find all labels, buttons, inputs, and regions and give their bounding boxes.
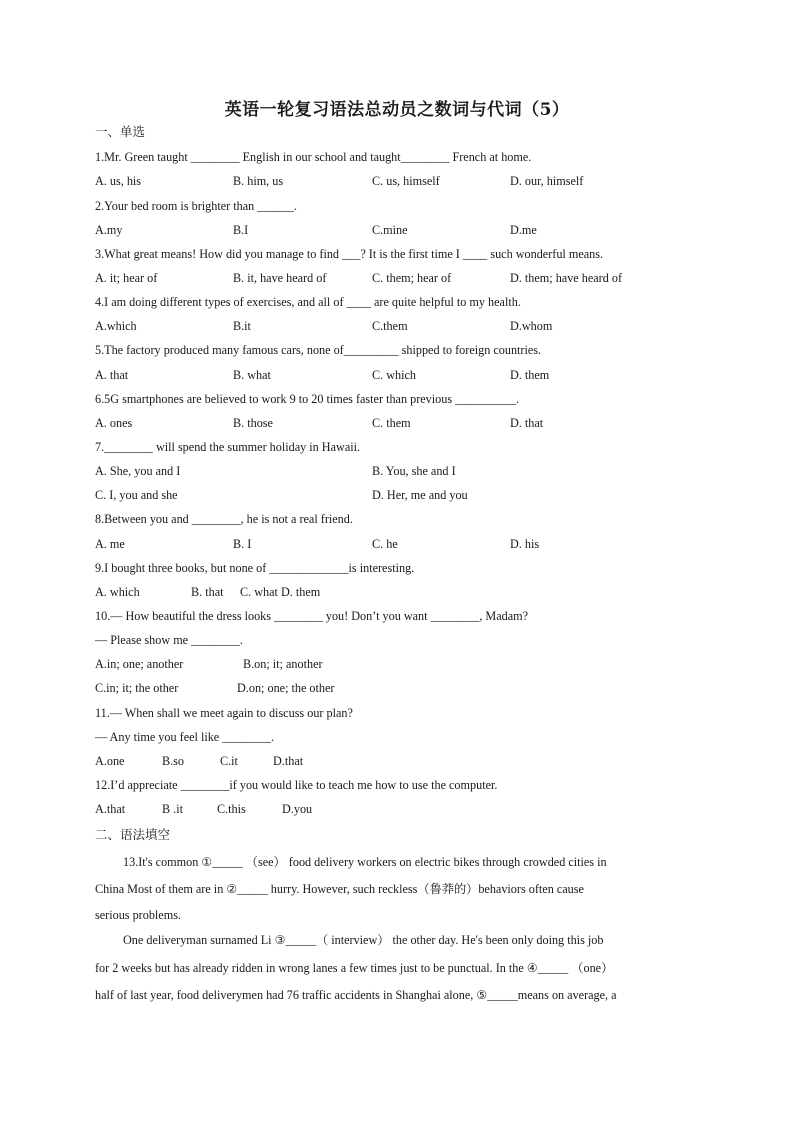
question-12-option-b: B .it <box>162 802 183 816</box>
question-10-option-c: C.in; it; the other <box>95 681 179 695</box>
question-4-option-d: D.whom <box>510 319 553 333</box>
question-6-option-a: A. ones <box>95 416 133 430</box>
question-5-option-b: B. what <box>233 368 271 382</box>
worksheet-title: 英语一轮复习语法总动员之数词与代词（5） <box>224 100 570 120</box>
question-8-option-d: D. his <box>510 537 540 551</box>
question-1-option-d: D. our, himself <box>510 174 584 188</box>
question-4-option-c: C.them <box>372 319 408 333</box>
question-11-stem: 11.— When shall we meet again to discuss our plan? <box>95 706 353 720</box>
question-10-option-d: D.on; one; the other <box>237 681 335 695</box>
question-5-option-d: D. them <box>510 368 550 382</box>
question-12-option-c: C.this <box>217 802 246 816</box>
question-10-stem: 10.— How beautiful the dress looks ________ you! Don’t you want ________, Madam? <box>95 609 529 623</box>
question-9-option-b: B. that <box>191 585 224 599</box>
question-1-option-a: A. us, his <box>95 174 142 188</box>
question-4-option-a: A.which <box>95 319 137 333</box>
question-6-stem: 6.5G smartphones are believed to work 9 to 20 times faster than previous __________. <box>95 392 520 406</box>
question-7-option-d: D. Her, me and you <box>372 488 468 502</box>
question-1-stem: 1.Mr. Green taught ________ English in our school and taught________ French at home. <box>95 150 532 164</box>
question-4-stem: 4.I am doing different types of exercises, and all of ____ are quite helpful to my health. <box>95 295 521 309</box>
question-6-option-d: D. that <box>510 416 544 430</box>
passage-line-5: for 2 weeks but has already ridden in wrong lanes a few times just to be punctual. In the ④_____ （one） <box>95 961 614 975</box>
question-11-option-a: A.one <box>95 754 125 768</box>
question-5-option-c: C. which <box>372 368 417 382</box>
question-7-option-b: B. You, she and I <box>372 464 456 478</box>
question-3-option-d: D. them; have heard of <box>510 271 623 285</box>
question-8-option-c: C. he <box>372 537 398 551</box>
section-heading-single-choice: 一、单选 <box>95 124 146 139</box>
question-6-option-c: C. them <box>372 416 411 430</box>
question-2-option-a: A.my <box>95 223 123 237</box>
question-11-option-d: D.that <box>273 754 304 768</box>
question-11-option-b: B.so <box>162 754 185 768</box>
question-2-option-d: D.me <box>510 223 537 237</box>
question-2-option-b: B.I <box>233 223 249 237</box>
question-2-stem: 2.Your bed room is brighter than ______. <box>95 199 297 213</box>
question-7-stem: 7.________ will spend the summer holiday in Hawaii. <box>95 440 361 454</box>
question-9-option-a: A. which <box>95 585 140 599</box>
question-8-option-a: A. me <box>95 537 125 551</box>
passage-line-6: half of last year, food deliverymen had 76 traffic accidents in Shanghai alone, ⑤_____means on average, a <box>95 988 617 1002</box>
question-10-option-b: B.on; it; another <box>243 657 323 671</box>
question-7-option-c: C. I, you and she <box>95 488 178 502</box>
question-9-option-cd: C. what D. them <box>240 585 321 599</box>
question-2-option-c: C.mine <box>372 223 408 237</box>
question-11-reply: — Any time you feel like ________. <box>95 730 275 744</box>
question-1-option-b: B. him, us <box>233 174 284 188</box>
question-3-option-a: A. it; hear of <box>95 271 158 285</box>
question-5-option-a: A. that <box>95 368 129 382</box>
question-9-stem: 9.I bought three books, but none of _____________is interesting. <box>95 561 415 575</box>
question-10-option-a: A.in; one; another <box>95 657 184 671</box>
question-12-option-d: D.you <box>282 802 313 816</box>
question-4-option-b: B.it <box>233 319 251 333</box>
question-8-option-b: B. I <box>233 537 252 551</box>
question-8-stem: 8.Between you and ________, he is not a real friend. <box>95 512 353 526</box>
question-12-option-a: A.that <box>95 802 126 816</box>
question-11-option-c: C.it <box>220 754 238 768</box>
question-3-stem: 3.What great means! How did you manage to find ___? It is the first time I ____ such wonderful means. <box>95 247 604 261</box>
passage-line-3: serious problems. <box>95 908 181 922</box>
passage-line-4: One deliveryman surnamed Li ③_____（ interview） the other day. He's been only doing this job <box>123 933 604 947</box>
question-3-option-c: C. them; hear of <box>372 271 452 285</box>
question-10-reply: — Please show me ________. <box>95 633 243 647</box>
question-6-option-b: B. those <box>233 416 273 430</box>
question-1-option-c: C. us, himself <box>372 174 440 188</box>
passage-line-1: 13.It's common ①_____ （see） food delivery workers on electric bikes through crowded cities in <box>123 855 607 869</box>
passage-line-2: China Most of them are in ②_____ hurry. However, such reckless（鲁莽的）behaviors often cause <box>95 882 584 896</box>
section-heading-grammar-fill: 二、语法填空 <box>95 827 171 842</box>
question-3-option-b: B. it, have heard of <box>233 271 327 285</box>
question-5-stem: 5.The factory produced many famous cars, none of_________ shipped to foreign countries. <box>95 343 542 357</box>
question-7-option-a: A. She, you and I <box>95 464 181 478</box>
question-12-stem: 12.I’d appreciate ________if you would like to teach me how to use the computer. <box>95 778 498 792</box>
